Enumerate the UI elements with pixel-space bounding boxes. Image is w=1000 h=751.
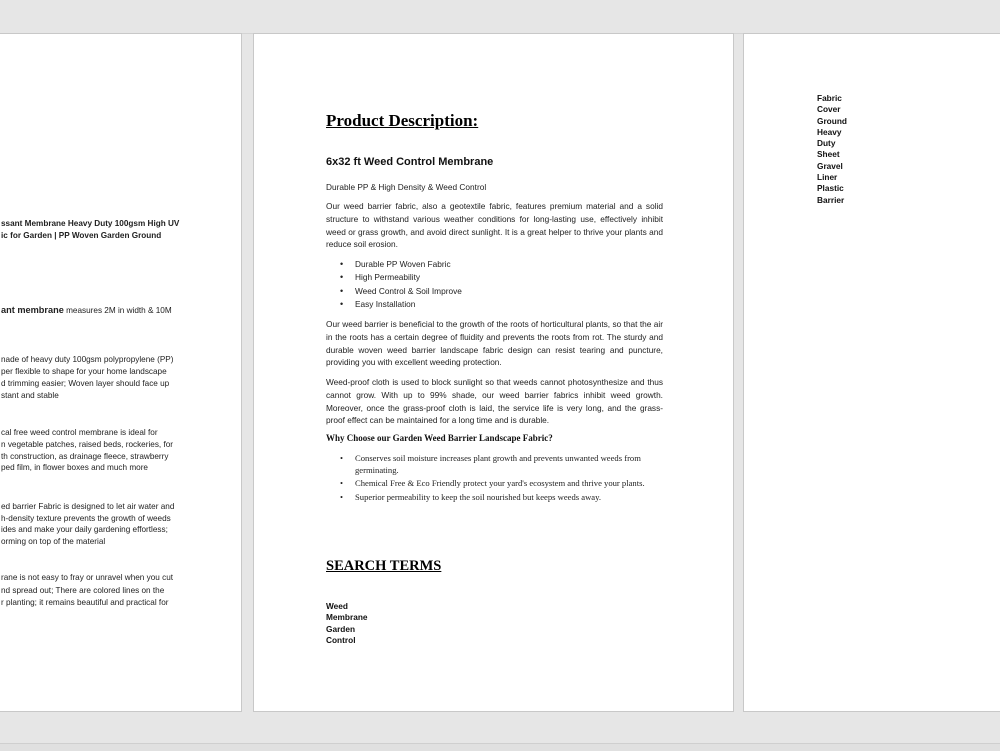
left-para-3-line-4: orming on top of the material bbox=[1, 537, 106, 546]
list-item: • Superior permeability to keep the soil nourished but keeps weeds away. bbox=[326, 492, 663, 504]
feature-list bbox=[326, 258, 663, 311]
document-page-right bbox=[743, 33, 1000, 712]
list-item: Garden bbox=[326, 623, 356, 634]
left-para-4-line-1: rane is not easy to fray or unravel when you cut bbox=[1, 573, 174, 582]
left-para-4-line-2: nd spread out; There are colored lines on the bbox=[1, 586, 165, 595]
left-para-4-line-3: r planting; it remains beautiful and practical for bbox=[1, 598, 169, 607]
document-page-center bbox=[253, 33, 734, 712]
list-item: • Chemical Free & Eco Friendly protect your yard's ecosystem and thrive your plants. bbox=[326, 478, 663, 490]
list-item: • Easy Installation bbox=[326, 298, 663, 311]
product-tagline: Durable PP & High Density & Weed Control bbox=[326, 182, 487, 192]
list-item: Liner bbox=[817, 172, 838, 183]
intro-paragraph: Our weed barrier fabric, also a geotextile fabric, features premium material and a solid structure to withstand various weather conditions for long-lasting use, effectively inhibit weed or grass growth, and avoid direct sunlight. It is a great helper to thrive your plants and reduce soil erosion. bbox=[326, 201, 663, 250]
list-item: Control bbox=[326, 635, 356, 646]
left-para-1-line-4: stant and stable bbox=[1, 391, 59, 400]
list-item: Fabric bbox=[817, 93, 842, 103]
list-item: Duty bbox=[817, 138, 836, 149]
left-title-line-1: ssant Membrane Heavy Duty 100gsm High UV bbox=[1, 219, 180, 228]
left-title-line-2: ic for Garden | PP Woven Garden Ground bbox=[1, 231, 162, 240]
list-item: • Durable PP Woven Fabric bbox=[326, 258, 663, 271]
why-choose-list bbox=[326, 453, 663, 505]
sunlight-paragraph: Weed-proof cloth is used to block sunlight so that weeds cannot photosynthesize and thus cannot grow. With up to 99% shade, our weed barrier fabrics inhibit weed growth. Moreover, once the grass-proof cloth is laid, the service life is very long, and the grass-proof effect can be maintained for a long time and is durable. bbox=[326, 377, 663, 426]
search-terms-list bbox=[326, 601, 663, 647]
left-para-2-line-4: ped film, in flower boxes and much more bbox=[1, 463, 148, 472]
left-para-2-line-3: th construction, as drainage fleece, strawberry bbox=[1, 452, 169, 461]
why-choose-heading: Why Choose our Garden Weed Barrier Landscape Fabric? bbox=[326, 433, 553, 443]
list-item: Cover bbox=[817, 104, 841, 115]
search-terms-heading: SEARCH TERMS bbox=[326, 558, 442, 574]
list-item: Gravel bbox=[817, 160, 843, 171]
product-description-heading: Product Description: bbox=[326, 111, 479, 130]
list-item: • Weed Control & Soil Improve bbox=[326, 285, 663, 298]
left-measure-line: ant membrane measures 2M in width & 10M bbox=[1, 305, 172, 315]
left-para-1-line-2: per flexible to shape for your home landscape bbox=[1, 367, 167, 376]
list-item: • High Permeability bbox=[326, 271, 663, 284]
list-item: Ground bbox=[817, 115, 847, 126]
left-para-1-line-3: d trimming easier; Woven layer should face up bbox=[1, 379, 170, 388]
list-item: Heavy bbox=[817, 126, 842, 137]
search-terms-continued-list bbox=[817, 93, 847, 206]
product-subheading: 6x32 ft Weed Control Membrane bbox=[326, 156, 494, 168]
left-para-1-line-1: nade of heavy duty 100gsm polypropylene (PP) bbox=[1, 355, 174, 364]
list-item: Weed bbox=[326, 601, 348, 611]
left-para-3-line-1: ed barrier Fabric is designed to let air water and bbox=[1, 502, 175, 511]
list-item: Membrane bbox=[326, 612, 368, 623]
list-item: • Conserves soil moisture increases plant growth and prevents unwanted weeds from germinating. bbox=[326, 453, 663, 476]
list-item: Plastic bbox=[817, 183, 844, 194]
top-toolbar-area bbox=[0, 0, 1000, 34]
left-para-3-line-3: ides and make your daily gardening effortless; bbox=[1, 525, 168, 534]
left-para-3-line-2: h-density texture prevents the growth of weeds bbox=[1, 514, 171, 523]
roots-paragraph: Our weed barrier is beneficial to the growth of the roots of horticultural plants, so that the air in the roots has a certain degree of fluidity and prevents the roots from rot. The sturdy and durable woven weed barrier landscape fabric design can resist tearing and puncture, providing you with excellent weeding protection. bbox=[326, 319, 663, 368]
list-item: Sheet bbox=[817, 149, 840, 160]
document-page-left bbox=[0, 33, 242, 712]
list-item: Barrier bbox=[817, 194, 845, 205]
left-para-2-line-2: n vegetable patches, raised beds, rockeries, for bbox=[1, 440, 174, 449]
left-para-2-line-1: cal free weed control membrane is ideal for bbox=[1, 428, 158, 437]
